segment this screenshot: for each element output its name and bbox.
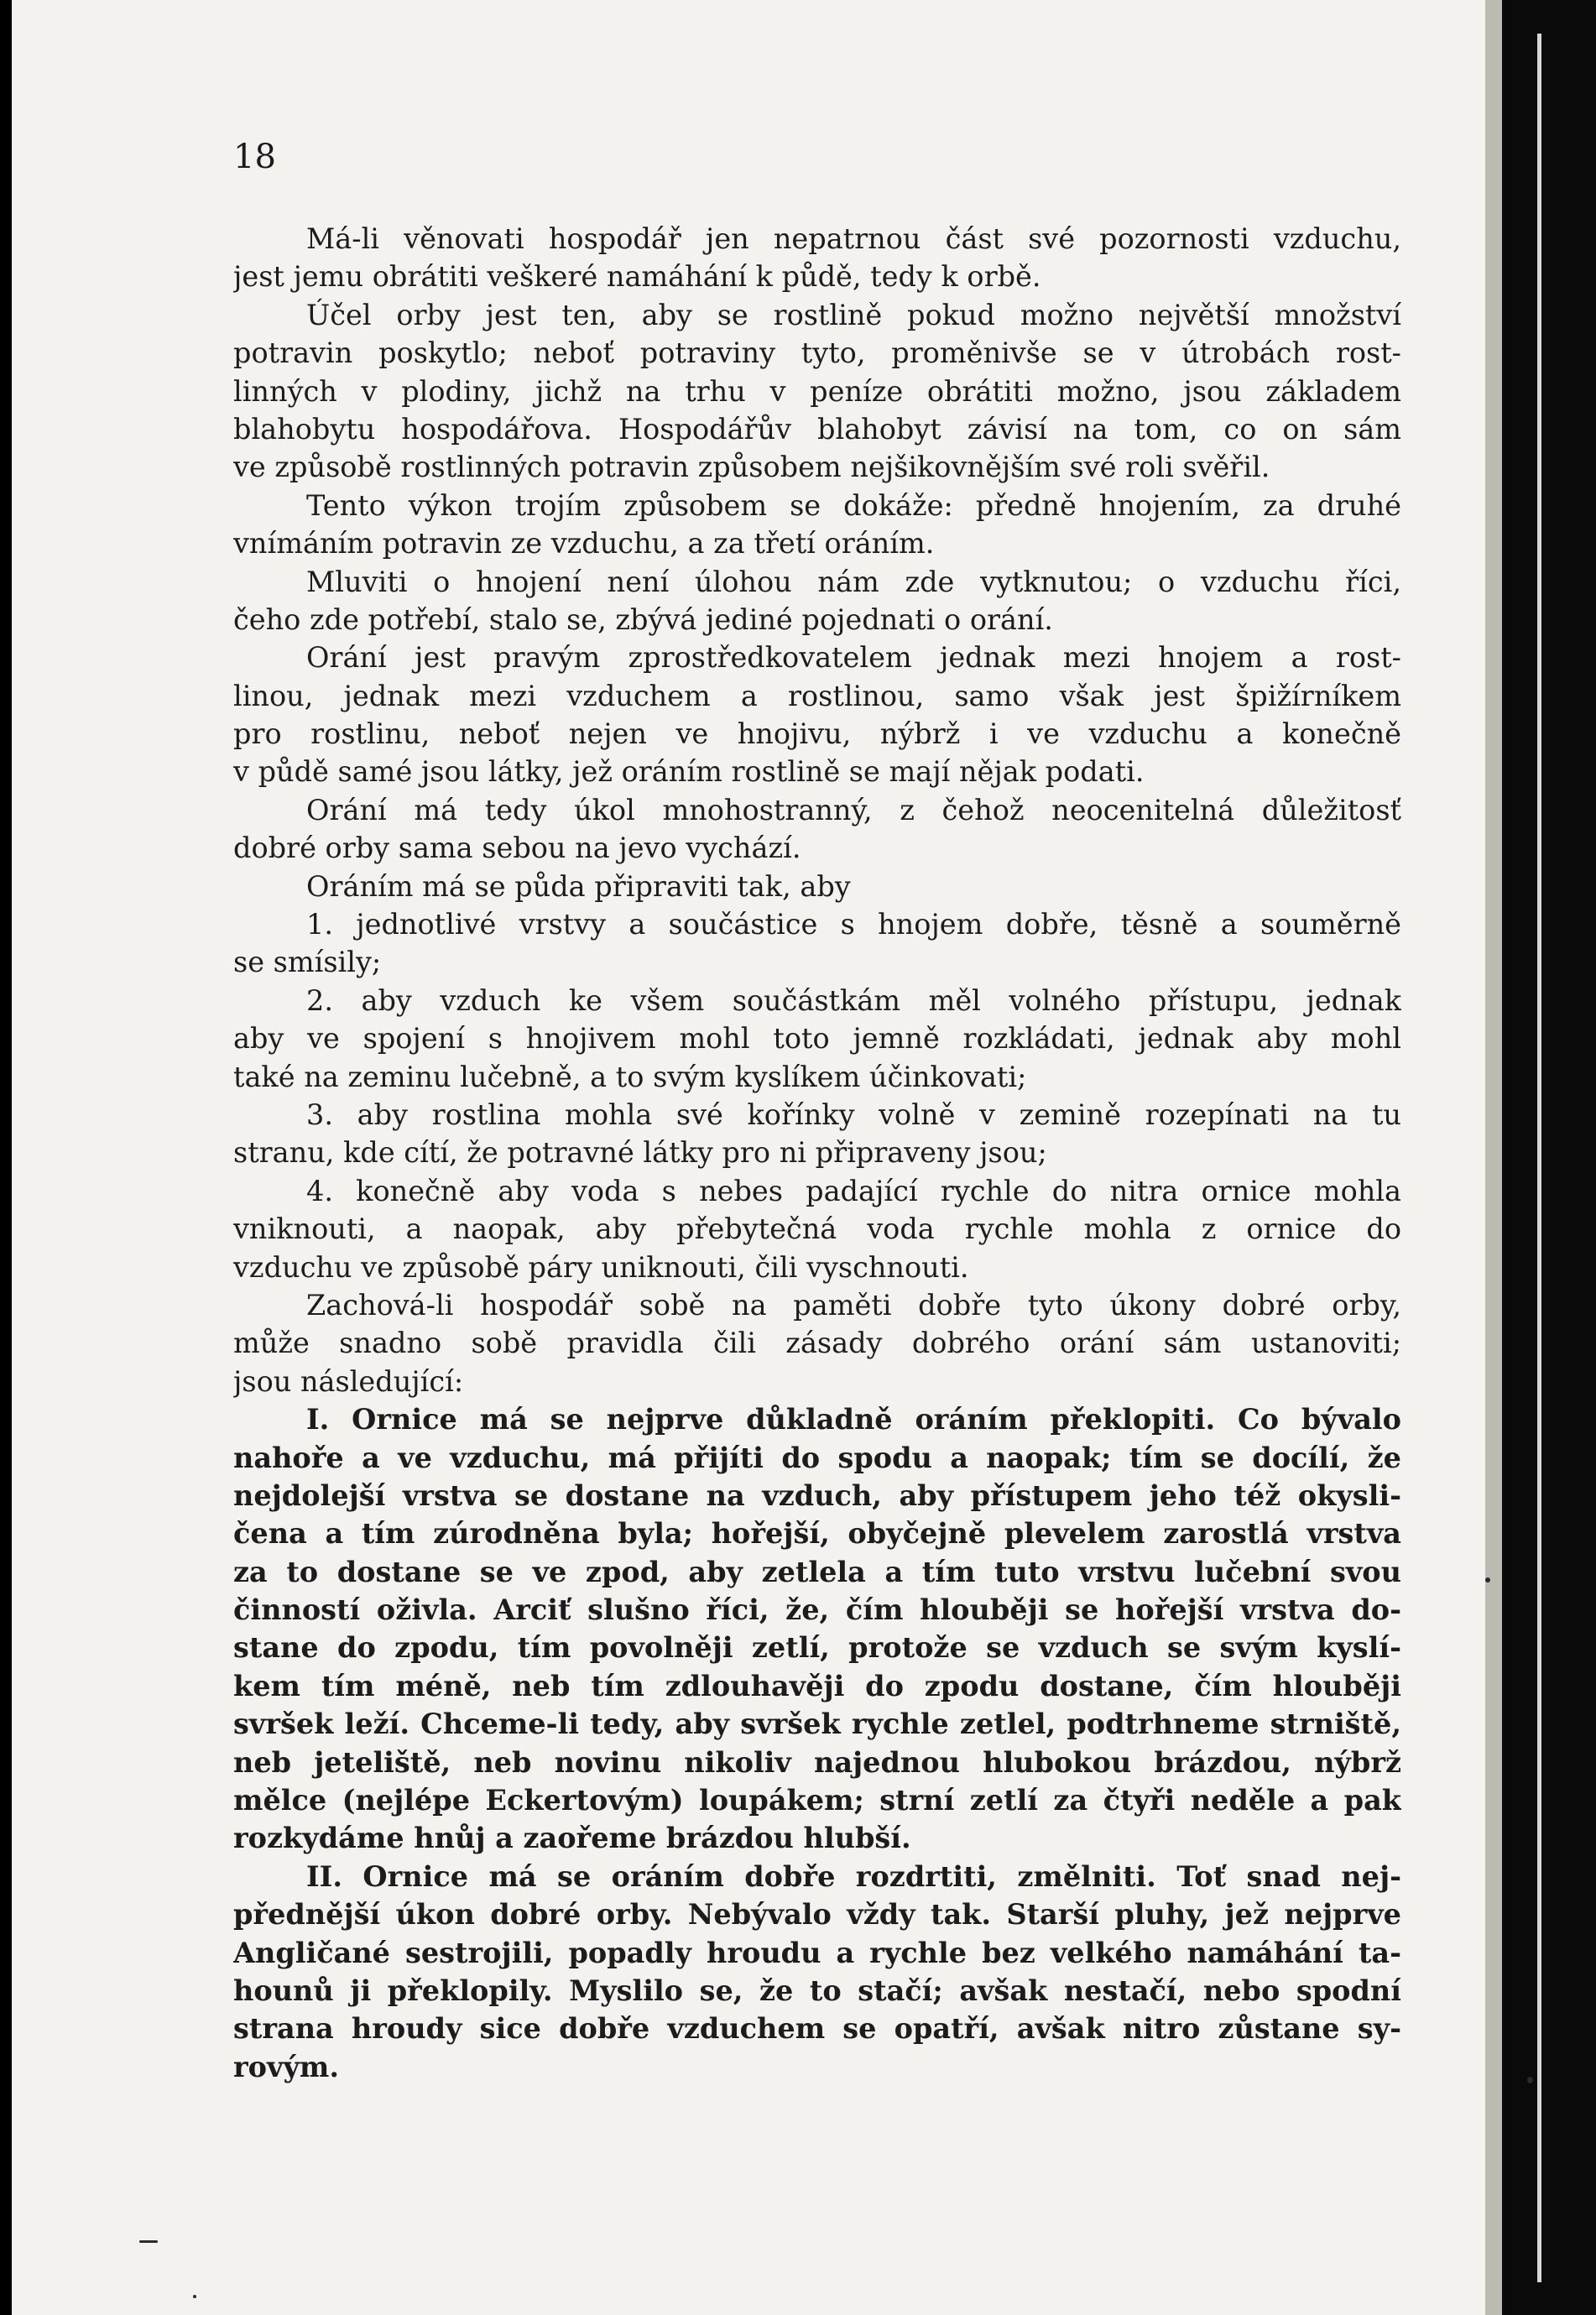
text-line: rovým.	[233, 2050, 340, 2083]
text-line: ve způsobě rostlinných potravin způsobem nejšikovnějším své roli svěřil.	[233, 451, 1270, 484]
text-line: jest jemu obrátiti veškeré namáhání k půdě, tedy k orbě.	[233, 260, 1041, 294]
text-line: v půdě samé jsou látky, jež oráním rostlině se mají nějak podati.	[233, 755, 1145, 789]
text-line: vnímáním potravin ze vzduchu, a za třetí oráním.	[233, 527, 935, 561]
text-line: kem tím méně, neb tím zdlouhavěji do zpodu dostane, čím hlouběji	[233, 1669, 1401, 1702]
text-line: se smísily;	[233, 946, 382, 979]
text-line: Mluviti o hnojení není úlohou nám zde vytknutou; o vzduchu říci,	[306, 565, 1401, 598]
text-line: svršek leží. Chceme-li tedy, aby svršek rychle zetlel, podtrhneme strniště,	[233, 1708, 1401, 1741]
page-number: 18	[233, 138, 276, 176]
text-line: Zachová-li hospodář sobě na paměti dobře tyto úkony dobré orby,	[306, 1288, 1401, 1322]
text-line: Angličané sestrojili, popadly hroudu a rychle bez velkého namáhání ta-	[233, 1936, 1401, 1969]
text-line: blahobytu hospodářova. Hospodářův blahobyt závisí na tom, co on sám	[233, 412, 1401, 446]
scan-speck	[1485, 1577, 1490, 1582]
text-line: přednější úkon dobré orby. Nebývalo vždy tak. Starší pluhy, jež nejprve	[233, 1898, 1401, 1932]
scan-speck	[193, 2295, 196, 2298]
text-line: II. Ornice má se oráním dobře rozdrtiti, změlniti. Toť snad nej-	[306, 1859, 1401, 1893]
text-line: nahoře a ve vzduchu, má přijíti do spodu a naopak; tím se docílí, že	[233, 1441, 1401, 1474]
text-line: 2. aby vzduch ke všem součástkám měl volného přístupu, jednak	[306, 983, 1401, 1017]
text-line: jsou následující:	[233, 1364, 464, 1398]
text-line: stranu, kde cítí, že potravné látky pro ni připraveny jsou;	[233, 1136, 1047, 1170]
text-line: Oráním má se půda připraviti tak, aby	[306, 869, 851, 903]
text-line: 1. jednotlivé vrstvy a součástice s hnojem dobře, těsně a souměrně	[306, 908, 1401, 941]
text-line: 3. aby rostlina mohla své kořínky volně v zemině rozepínati na tu	[306, 1098, 1401, 1131]
body-text	[233, 220, 1401, 2086]
text-line: za to dostane se ve zpod, aby zetlela a tím tuto vrstvu lučební svou	[233, 1555, 1401, 1588]
text-line: čeho zde potřebí, stalo se, zbývá jediné pojednati o orání.	[233, 602, 1053, 636]
text-line: neb jeteliště, neb novinu nikoliv najednou hlubokou brázdou, nýbrž	[233, 1745, 1401, 1779]
text-line: hounů ji překlopily. Myslilo se, že to stačí; avšak nestačí, nebo spodní	[233, 1973, 1401, 2007]
text-line: 4. konečně aby voda s nebes padající rychle do nitra ornice mohla	[306, 1174, 1401, 1207]
text-line: Orání má tedy úkol mnohostranný, z čehož neocenitelná důležitosť	[306, 793, 1401, 826]
text-line: vzduchu ve způsobě páry uniknouti, čili vyschnouti.	[233, 1250, 969, 1284]
text-line: nejdolejší vrstva se dostane na vzduch, aby přístupem jeho též okysli-	[233, 1478, 1401, 1512]
text-line: dobré orby sama sebou na jevo vychází.	[233, 832, 801, 865]
text-line: může snadno sobě pravidla čili zásady dobrého orání sám ustanoviti;	[233, 1327, 1401, 1360]
text-line: pro rostlinu, neboť nejen ve hnojivu, nýbrž i ve vzduchu a konečně	[233, 717, 1401, 751]
text-line: Účel orby jest ten, aby se rostlině pokud možno největší množství	[306, 298, 1401, 331]
text-line: strana hroudy sice dobře vzduchem se opatří, avšak nitro zůstane sy-	[233, 2012, 1401, 2046]
text-line: mělce (nejlépe Eckertovým) loupákem; strní zetlí za čtyři neděle a pak	[233, 1784, 1401, 1817]
text-line: potravin poskytlo; neboť potraviny tyto, proměnivše se v útrobách rost-	[233, 336, 1401, 370]
text-line: Má-li věnovati hospodář jen nepatrnou část své pozornosti vzduchu,	[306, 222, 1401, 255]
scan-speck	[1527, 2077, 1533, 2083]
text-line: vniknouti, a naopak, aby přebytečná voda rychle mohla z ornice do	[233, 1212, 1401, 1246]
scan-speck	[139, 2240, 158, 2243]
text-line: linných v plodiny, jichž na trhu v peníze obrátiti možno, jsou základem	[233, 374, 1401, 408]
text-line: činností oživla. Arciť slušno říci, že, čím hlouběji se hořejší vrstva do-	[233, 1593, 1401, 1627]
binding-edge-line	[1537, 34, 1541, 2282]
text-line: čena a tím zúrodněna byla; hořejší, obyčejně plevelem zarostlá vrstva	[233, 1517, 1401, 1551]
text-line: I. Ornice má se nejprve důkladně oráním překlopiti. Co bývalo	[306, 1403, 1401, 1436]
text-line: Tento výkon trojím způsobem se dokáže: předně hnojením, za druhé	[306, 488, 1401, 522]
text-line: rozkydáme hnůj a zaořeme brázdou hlubší.	[233, 1822, 911, 1855]
binding-edge	[1502, 0, 1596, 2315]
text-line: stane do zpodu, tím povolněji zetlí, protože se vzduch se svým kyslí-	[233, 1631, 1401, 1665]
text-line: Orání jest pravým zprostředkovatelem jednak mezi hnojem a rost-	[306, 641, 1401, 675]
text-line: také na zeminu lučebně, a to svým kyslíkem účinkovati;	[233, 1060, 1027, 1093]
text-line: aby ve spojení s hnojivem mohl toto jemně rozkládati, jednak aby mohl	[233, 1022, 1401, 1056]
text-line: linou, jednak mezi vzduchem a rostlinou, samo však jest špižírníkem	[233, 679, 1401, 712]
